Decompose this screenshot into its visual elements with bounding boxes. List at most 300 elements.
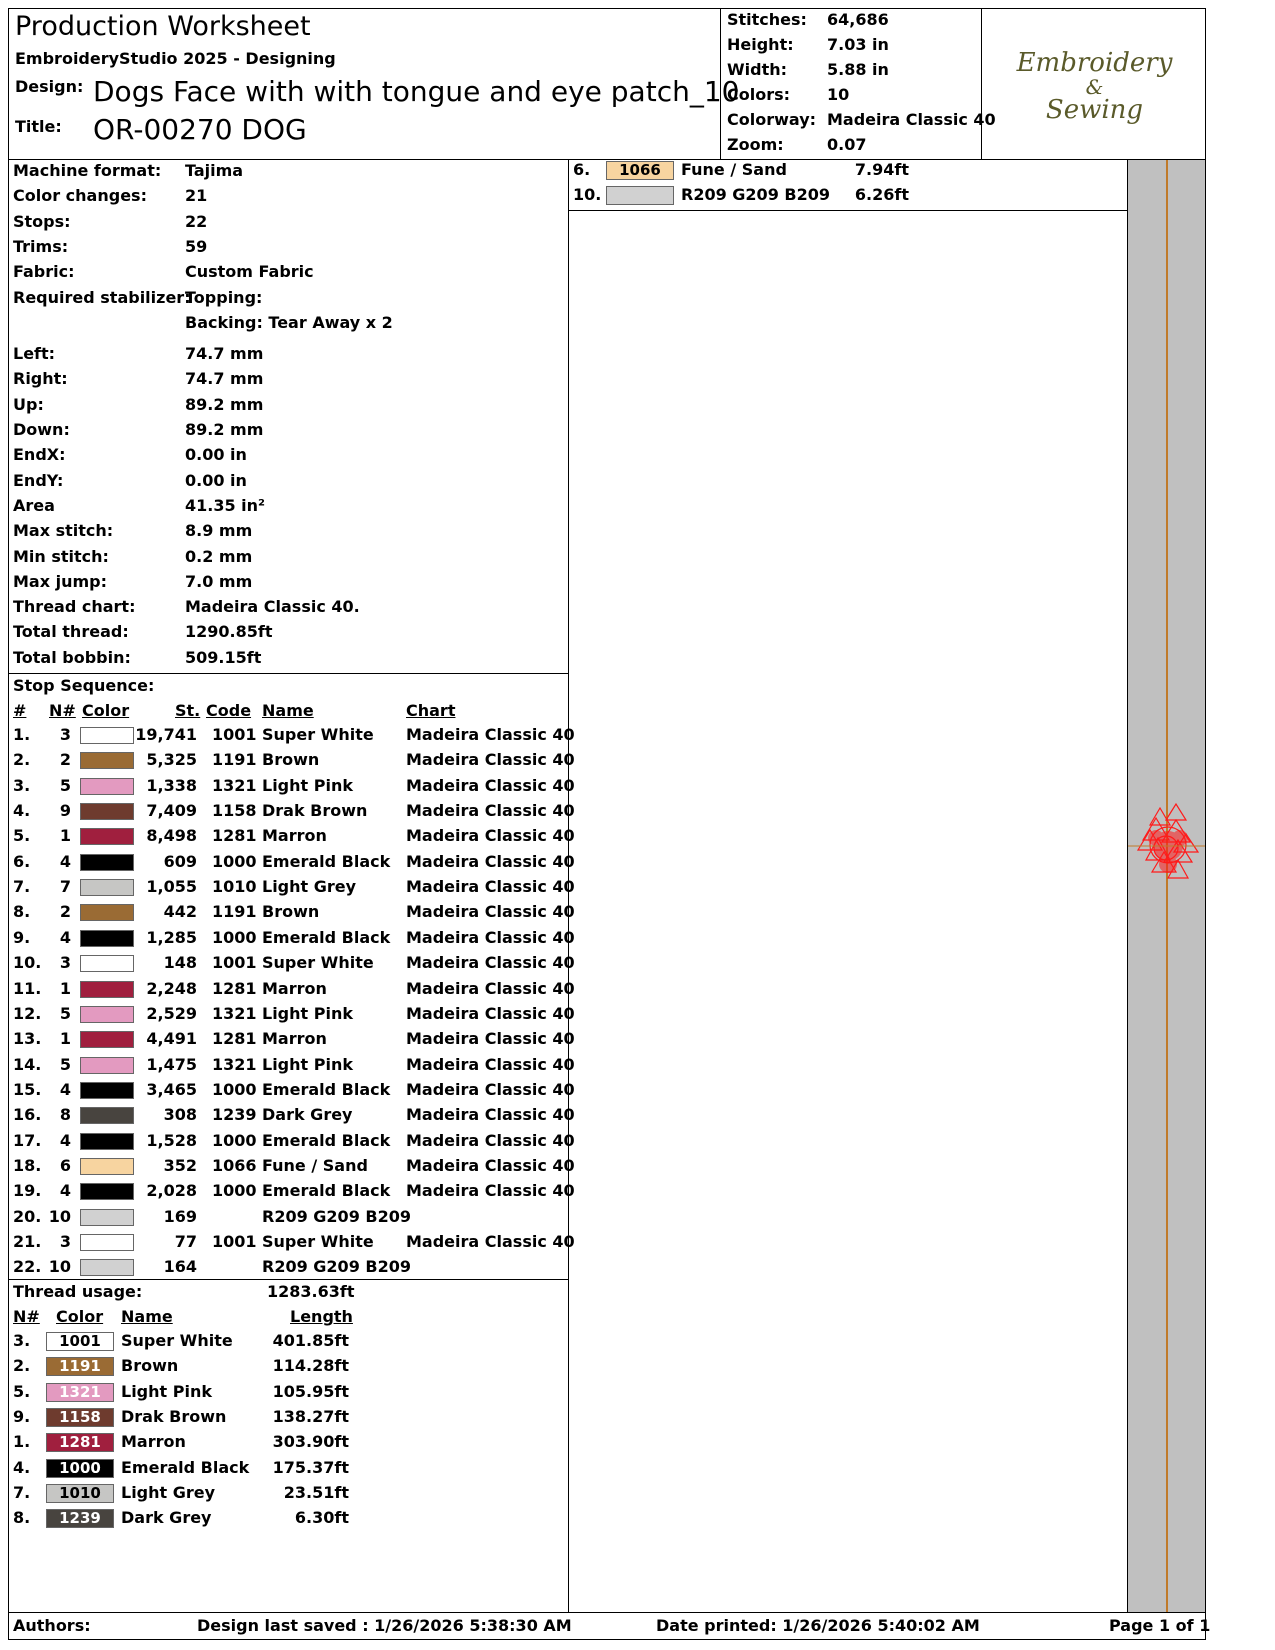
thread-length: 6.26ft [854, 185, 909, 204]
stat-label: Colorway: [727, 110, 817, 129]
info-label: Required stabilizer: [13, 287, 191, 307]
stitch-count: 7,409 [146, 801, 197, 821]
stat-value: 64,686 [827, 10, 889, 29]
footer-last-saved: Design last saved : 1/26/2026 5:38:30 AM [197, 1616, 572, 1635]
stop-row [9, 1130, 575, 1157]
thread-usage-panel [8, 1279, 569, 1613]
info-value: Tajima [185, 161, 244, 180]
stop-row [9, 826, 575, 852]
stop-row [9, 877, 575, 903]
stop-number: 5. [13, 826, 31, 846]
footer-page-number: Page 1 of 1 [1109, 1616, 1211, 1635]
col-header-num: # [13, 701, 27, 720]
info-value: 0.2 mm [185, 546, 253, 566]
col-header-code: Code [206, 701, 252, 720]
color-swatch [80, 1082, 134, 1099]
stop-number: 18. [13, 1155, 42, 1175]
info-value: Custom Fabric [185, 262, 314, 282]
color-swatch [80, 752, 134, 769]
stitch-count: 1,528 [146, 1130, 197, 1150]
stitch-count: 352 [163, 1155, 197, 1175]
thread-name: Super White [262, 1232, 374, 1251]
stitch-count: 4,491 [146, 1029, 197, 1049]
needle-number: 7 [59, 877, 71, 897]
stitch-count: 164 [163, 1257, 197, 1277]
color-swatch [80, 955, 134, 972]
stop-row [9, 953, 575, 979]
col-header-color: Color [82, 701, 130, 720]
stitch-count: 308 [163, 1105, 197, 1125]
thread-name: Emerald Black [262, 1079, 391, 1099]
color-swatch: 1321 [46, 1383, 114, 1402]
color-swatch [80, 854, 134, 871]
stats-panel [720, 8, 996, 160]
color-swatch [80, 981, 134, 998]
needle-number: 1 [59, 978, 71, 998]
thread-name: Super White [121, 1331, 233, 1350]
usage-row [9, 1458, 570, 1484]
stat-value: 7.03 in [827, 35, 889, 54]
color-swatch [80, 1107, 134, 1124]
color-swatch [80, 803, 134, 820]
color-swatch: 1158 [46, 1408, 114, 1427]
stop-row [9, 725, 575, 751]
color-swatch: 1281 [46, 1433, 114, 1452]
stop-number: 20. [13, 1206, 42, 1226]
title-value: OR-00270 DOG [93, 113, 307, 146]
needle-number: 2 [59, 750, 71, 770]
info-label: EndX: [13, 445, 66, 465]
thread-code: 1281 [212, 978, 257, 998]
thread-chart: Madeira Classic 40 [406, 902, 575, 922]
thread-name: Fune / Sand [262, 1155, 368, 1175]
col-header-needle: N# [49, 701, 76, 720]
thread-code: 1191 [212, 902, 257, 922]
thread-length: 6.30ft [294, 1508, 349, 1528]
stat-label: Colors: [727, 85, 791, 104]
color-swatch [80, 828, 134, 845]
thread-chart: Madeira Classic 40 [406, 953, 575, 973]
thread-length: 114.28ft [272, 1356, 349, 1376]
usage-row [9, 1382, 570, 1408]
design-label: Design: [15, 77, 84, 96]
stop-number: 6. [13, 851, 31, 871]
thread-code: 1066 [212, 1155, 257, 1175]
thread-code: 1281 [212, 826, 257, 846]
needle-number: 6 [59, 1155, 71, 1175]
thread-name: Fune / Sand [681, 160, 787, 179]
info-label: Thread chart: [13, 597, 136, 617]
thread-name: Emerald Black [262, 927, 391, 947]
color-swatch: 1000 [46, 1459, 114, 1478]
stop-number: 21. [13, 1232, 42, 1251]
needle-number: 3 [59, 725, 71, 744]
thread-code: 1000 [212, 1079, 257, 1099]
needle-number: 4 [59, 851, 71, 871]
stat-value: Madeira Classic 40 [827, 110, 996, 129]
thread-name: Brown [262, 902, 320, 922]
info-value: 89.2 mm [185, 420, 264, 439]
info-value: 8.9 mm [185, 521, 253, 541]
info-label: EndY: [13, 470, 64, 490]
color-swatch [80, 1183, 134, 1200]
needle-number: 8. [13, 1508, 31, 1528]
app-name: EmbroideryStudio 2025 - Designing [15, 49, 336, 68]
thread-name: Marron [262, 978, 327, 998]
needle-number: 7. [13, 1482, 31, 1502]
stop-number: 11. [13, 978, 42, 998]
thread-length: 105.95ft [272, 1381, 349, 1401]
needle-number: 10 [48, 1257, 71, 1277]
thread-code: 1191 [212, 750, 257, 770]
info-value: 89.2 mm [185, 394, 264, 414]
stop-row [9, 978, 575, 1005]
thread-length: 138.27ft [272, 1406, 349, 1426]
needle-number: 5 [59, 775, 71, 795]
usage-header-needle: N# [13, 1307, 40, 1326]
needle-number: 4 [59, 1079, 71, 1099]
color-swatch: 1191 [46, 1357, 114, 1376]
stop-row [9, 1003, 575, 1030]
info-value: 0.00 in [185, 470, 247, 490]
needle-number: 8 [59, 1105, 71, 1125]
stat-label: Height: [727, 35, 794, 54]
thread-name: Drak Brown [121, 1406, 227, 1426]
thread-code: 1001 [212, 1232, 257, 1251]
stop-row [9, 1155, 575, 1182]
color-swatch [80, 1006, 134, 1023]
stitch-count: 77 [174, 1232, 197, 1251]
color-swatch [80, 1158, 134, 1175]
page-title: Production Worksheet [15, 11, 311, 42]
stop-row [9, 1054, 575, 1081]
thread-chart: Madeira Classic 40 [406, 1232, 575, 1251]
thread-code: 1000 [212, 1130, 257, 1150]
needle-number: 2 [59, 902, 71, 922]
info-value: 21 [185, 186, 208, 206]
needle-number: 1 [59, 826, 71, 846]
thread-name: Light Pink [121, 1381, 212, 1401]
stop-number: 15. [13, 1079, 42, 1099]
stat-value: 5.88 in [827, 60, 889, 79]
thread-chart: Madeira Classic 40 [406, 801, 575, 821]
needle-number: 5 [59, 1003, 71, 1023]
stitch-count: 2,248 [146, 978, 197, 998]
info-label: Right: [13, 369, 68, 389]
thread-name: Light Pink [262, 1003, 353, 1023]
stop-row [9, 902, 575, 928]
stitch-count: 169 [163, 1206, 197, 1226]
needle-number: 3 [59, 1232, 71, 1251]
usage-row [9, 1407, 570, 1433]
stop-row [9, 1207, 570, 1233]
color-swatch [80, 1209, 134, 1226]
info-label: Max jump: [13, 571, 108, 591]
info-label: Trims: [13, 236, 69, 256]
stitch-count: 3,465 [146, 1079, 197, 1099]
thread-code: 1001 [212, 725, 257, 744]
thread-chart: Madeira Classic 40 [406, 826, 575, 846]
thread-name: Light Grey [262, 877, 357, 897]
thread-name: Brown [262, 750, 320, 770]
logo: Embroidery & Sewing [1016, 48, 1173, 125]
thread-name: Emerald Black [262, 1181, 391, 1201]
stop-row [9, 801, 575, 827]
usage-row-continued [569, 160, 1127, 186]
thread-name: Emerald Black [262, 1130, 391, 1150]
stitch-count: 1,055 [146, 877, 197, 897]
thread-length: 7.94ft [854, 160, 909, 179]
continuation-divider [569, 210, 1127, 211]
stop-number: 10. [13, 953, 42, 973]
thread-code: 1000 [212, 1181, 257, 1201]
thread-chart: Madeira Classic 40 [406, 1181, 575, 1201]
info-label: Left: [13, 344, 56, 364]
needle-number: 10 [48, 1206, 71, 1226]
stat-label: Zoom: [727, 135, 784, 154]
color-swatch [80, 1234, 134, 1251]
stitch-count: 148 [163, 953, 197, 973]
color-swatch [80, 778, 134, 795]
footer-date-printed: Date printed: 1/26/2026 5:40:02 AM [656, 1616, 980, 1635]
color-swatch: 1010 [46, 1484, 114, 1503]
stop-number: 22. [13, 1257, 42, 1277]
stop-row [9, 927, 575, 954]
info-label: Color changes: [13, 186, 147, 206]
color-swatch [80, 1133, 134, 1150]
thread-length: 23.51ft [283, 1482, 349, 1502]
color-swatch [80, 930, 134, 947]
thread-name: R209 G209 B209 [681, 185, 830, 204]
stop-row [9, 1232, 575, 1258]
usage-header-color: Color [56, 1307, 104, 1326]
info-label: Fabric: [13, 262, 75, 282]
color-swatch [80, 904, 134, 921]
stitch-count: 2,028 [146, 1181, 197, 1201]
col-header-chart: Chart [406, 701, 456, 720]
stop-number: 4. [13, 801, 31, 821]
thread-name: Light Grey [121, 1482, 216, 1502]
thread-name: Marron [262, 826, 327, 846]
usage-header-name: Name [121, 1307, 173, 1326]
continuation-panel [568, 159, 1128, 1613]
needle-number: 4. [13, 1457, 31, 1477]
color-swatch: 1066 [606, 161, 674, 180]
info-label: Total thread: [13, 622, 129, 642]
needle-number: 2. [13, 1356, 31, 1376]
info-label: Max stitch: [13, 521, 114, 541]
info-value: 22 [185, 211, 208, 231]
thread-name: Dark Grey [121, 1508, 212, 1528]
thread-chart: Madeira Classic 40 [406, 978, 575, 998]
logo-panel [981, 8, 1206, 160]
title-label: Title: [15, 117, 62, 136]
info-label: Area [13, 495, 55, 515]
needle-number: 9 [59, 801, 71, 821]
needle-number: 9. [13, 1406, 31, 1426]
needle-number: 4 [59, 1130, 71, 1150]
usage-row [9, 1508, 570, 1534]
usage-header-length: Length [290, 1307, 353, 1326]
thread-name: Super White [262, 725, 374, 744]
stitch-count: 5,325 [146, 750, 197, 770]
needle-number: 3. [13, 1331, 31, 1350]
usage-row [9, 1356, 570, 1382]
thread-usage-total: 1283.63ft [267, 1282, 355, 1301]
info-label: Total bobbin: [13, 647, 131, 667]
footer-authors: Authors: [13, 1616, 91, 1635]
design-name: Dogs Face with with tongue and eye patch_10 [93, 75, 740, 108]
thread-name: R209 G209 B209 [262, 1257, 411, 1277]
thread-name: Super White [262, 953, 374, 973]
production-worksheet [8, 8, 1268, 1640]
stop-number: 8. [13, 902, 31, 922]
thread-code: 1281 [212, 1029, 257, 1049]
thread-chart: Madeira Classic 40 [406, 1155, 575, 1175]
stop-sequence-panel [8, 673, 575, 1280]
stop-number: 3. [13, 775, 31, 795]
needle-number: 4 [59, 1181, 71, 1201]
stitch-count: 1,475 [146, 1054, 197, 1074]
stop-number: 16. [13, 1105, 42, 1125]
thread-code: 1001 [212, 953, 257, 973]
info-value: Madeira Classic 40. [185, 597, 360, 617]
thread-code: 1000 [212, 851, 257, 871]
thread-name: Brown [121, 1356, 179, 1376]
thread-name: Drak Brown [262, 801, 368, 821]
stop-number: 9. [13, 927, 31, 947]
thread-chart: Madeira Classic 40 [406, 851, 575, 871]
thread-name: Marron [262, 1029, 327, 1049]
stitch-count: 1,338 [146, 775, 197, 795]
color-swatch [80, 1031, 134, 1048]
stop-row [9, 750, 575, 776]
stop-row [9, 775, 575, 802]
info-value: 41.35 in² [185, 495, 266, 515]
stop-number: 7. [13, 877, 31, 897]
usage-row [9, 1483, 570, 1509]
stop-number: 19. [13, 1181, 42, 1201]
color-swatch: 1239 [46, 1509, 114, 1528]
info-value: Backing: Tear Away x 2 [185, 312, 393, 332]
usage-row-continued [569, 185, 1127, 211]
info-value: 0.00 in [185, 445, 247, 465]
design-thumbnail [1128, 800, 1205, 890]
stop-sequence-title: Stop Sequence: [13, 676, 155, 695]
thread-name: R209 G209 B209 [262, 1206, 411, 1226]
stop-number: 2. [13, 750, 31, 770]
thread-code: 1321 [212, 1003, 257, 1023]
color-swatch: 1001 [46, 1332, 114, 1351]
needle-number: 3 [59, 953, 71, 973]
color-swatch [80, 727, 134, 744]
needle-number: 10. [573, 185, 602, 204]
info-label: Up: [13, 394, 44, 414]
thread-name: Light Pink [262, 775, 353, 795]
needle-number: 4 [59, 927, 71, 947]
thread-chart: Madeira Classic 40 [406, 725, 575, 744]
thread-length: 303.90ft [272, 1432, 349, 1452]
stop-row [9, 1029, 575, 1055]
thread-name: Emerald Black [121, 1457, 250, 1477]
color-swatch [80, 1259, 134, 1276]
thread-length: 401.85ft [272, 1331, 349, 1350]
thread-chart: Madeira Classic 40 [406, 1105, 575, 1125]
thread-chart: Madeira Classic 40 [406, 750, 575, 770]
stitch-count: 442 [163, 902, 197, 922]
needle-number: 5 [59, 1054, 71, 1074]
info-value: 509.15ft [185, 647, 262, 667]
color-swatch [606, 186, 674, 205]
thread-chart: Madeira Classic 40 [406, 775, 575, 795]
stitch-count: 8,498 [146, 826, 197, 846]
info-label: Min stitch: [13, 546, 109, 566]
usage-row [9, 1432, 570, 1458]
stop-number: 17. [13, 1130, 42, 1150]
needle-number: 5. [13, 1381, 31, 1401]
stop-number: 1. [13, 725, 31, 744]
info-label: Down: [13, 420, 70, 439]
stitch-count: 1,285 [146, 927, 197, 947]
color-swatch [80, 879, 134, 896]
thread-code: 1010 [212, 877, 257, 897]
thread-chart: Madeira Classic 40 [406, 1029, 575, 1049]
thread-usage-title: Thread usage: [13, 1282, 143, 1301]
thread-chart: Madeira Classic 40 [406, 877, 575, 897]
footer [8, 1612, 1211, 1640]
stop-row [9, 1181, 575, 1207]
needle-number: 6. [573, 160, 591, 179]
stop-number: 12. [13, 1003, 42, 1023]
stat-value: 0.07 [827, 135, 867, 154]
stat-label: Width: [727, 60, 788, 79]
info-value: Topping: [185, 287, 263, 307]
header-panel [8, 8, 740, 160]
thread-code: 1158 [212, 801, 257, 821]
thread-code: 1000 [212, 927, 257, 947]
stitch-count: 609 [163, 851, 197, 871]
needle-number: 1 [59, 1029, 71, 1049]
thread-chart: Madeira Classic 40 [406, 1079, 575, 1099]
stop-row [9, 851, 575, 878]
thread-chart: Madeira Classic 40 [406, 1130, 575, 1150]
thread-name: Light Pink [262, 1054, 353, 1074]
thread-code: 1321 [212, 775, 257, 795]
stop-number: 14. [13, 1054, 42, 1074]
stat-label: Stitches: [727, 10, 807, 29]
stop-row [9, 1105, 575, 1131]
col-header-stitches: St. [175, 701, 201, 720]
col-header-name: Name [262, 701, 314, 720]
info-value: 59 [185, 236, 208, 256]
info-value: 7.0 mm [185, 571, 253, 591]
needle-number: 1. [13, 1432, 31, 1452]
info-value: 1290.85ft [185, 622, 273, 642]
usage-row [9, 1331, 570, 1357]
thread-chart: Madeira Classic 40 [406, 1003, 575, 1023]
info-label: Stops: [13, 211, 71, 231]
info-value: 74.7 mm [185, 344, 264, 364]
thread-name: Marron [121, 1432, 186, 1452]
thread-length: 175.37ft [272, 1457, 349, 1477]
thread-name: Dark Grey [262, 1105, 353, 1125]
stitch-count: 19,741 [135, 725, 197, 744]
stitch-count: 2,529 [146, 1003, 197, 1023]
stop-row [9, 1079, 575, 1106]
thread-name: Emerald Black [262, 851, 391, 871]
design-info-panel [8, 159, 569, 674]
thread-chart: Madeira Classic 40 [406, 1054, 575, 1074]
